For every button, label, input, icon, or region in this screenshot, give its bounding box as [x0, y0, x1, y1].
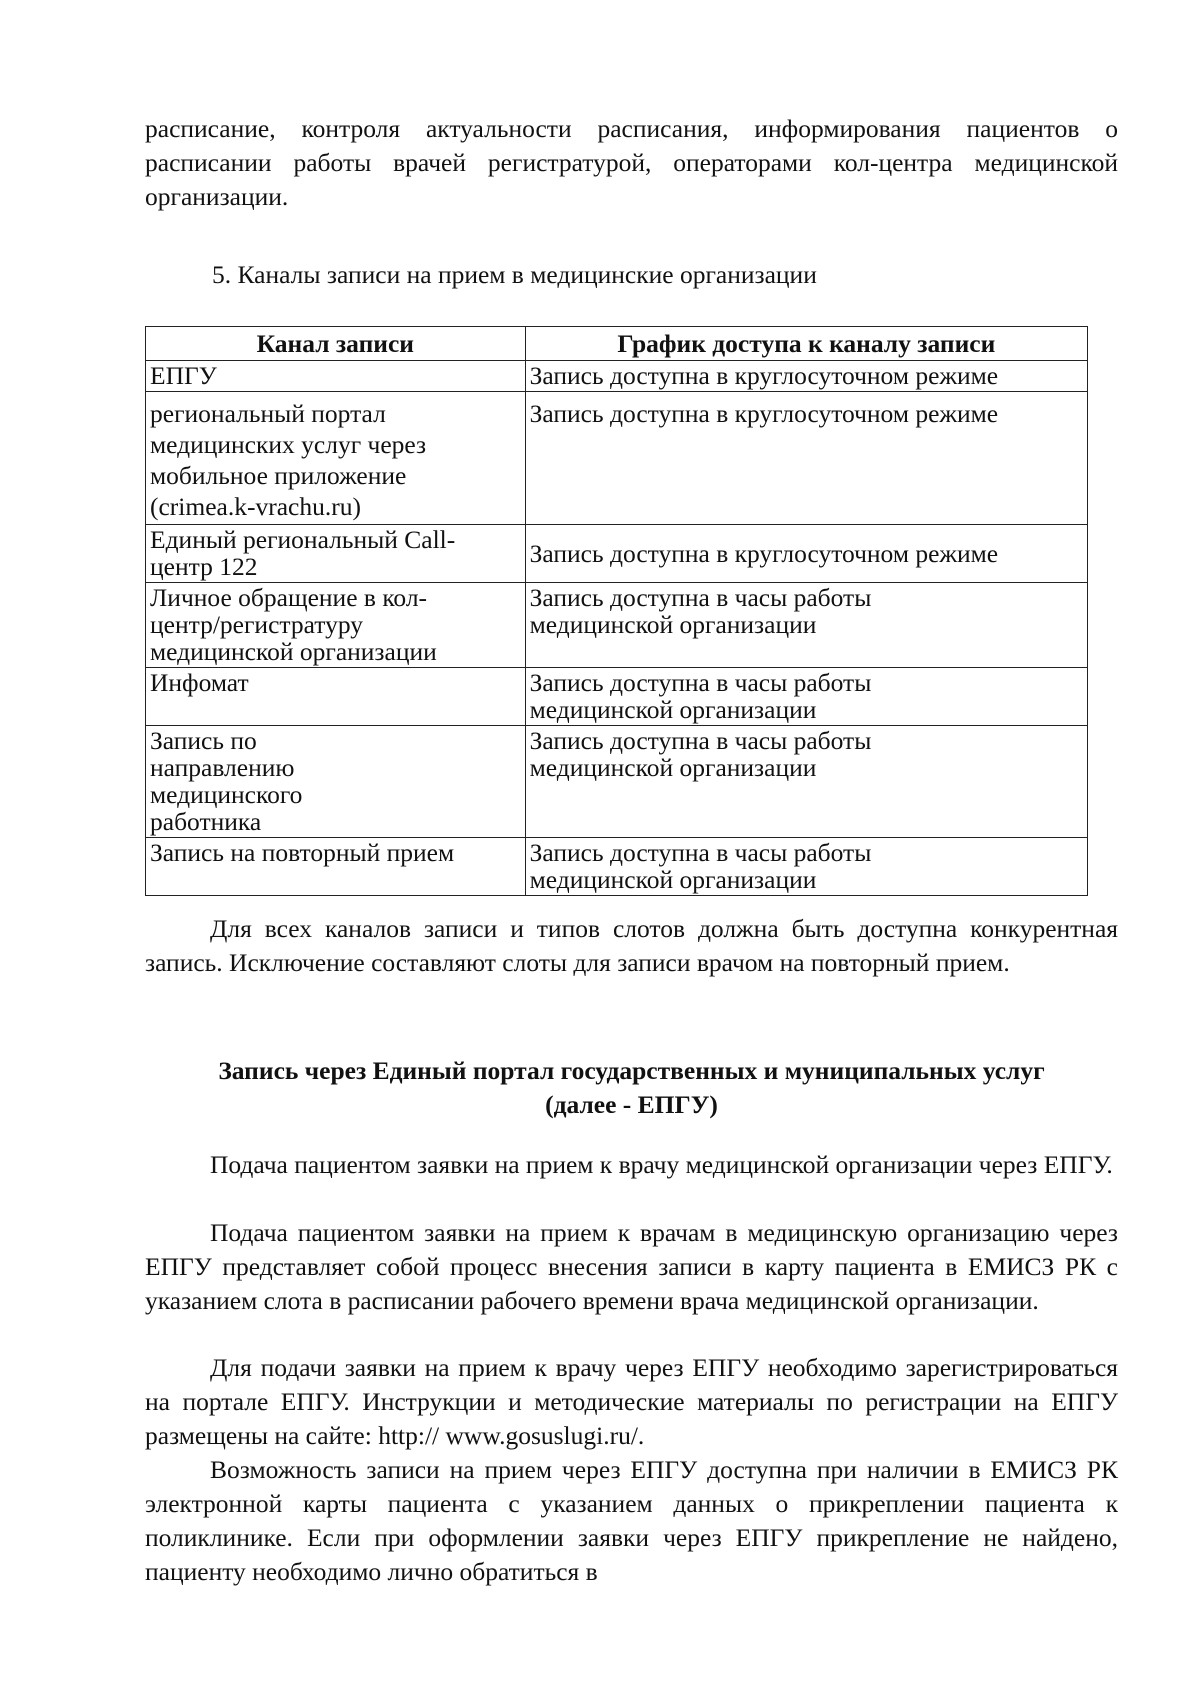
table-row: [146, 361, 1088, 392]
epgu-heading-line2: (далее - ЕПГУ): [545, 1090, 718, 1119]
channel-cell: Инфомат: [146, 668, 526, 726]
header-schedule: График доступа к каналу записи: [525, 327, 1087, 361]
competitive-paragraph: Для всех каналов записи и типов слотов должна быть доступна конкурентная запись. Исключение составляют слоты для записи врачом на повторный прием.: [145, 914, 1118, 977]
header-channel: Канал записи: [146, 327, 526, 361]
epgu-paragraph: Для подачи заявки на прием к врачу через ЕПГУ необходимо зарегистрироваться на портале ЕПГУ. Инструкции и методические материалы по регистрации на ЕПГУ размещены на сайте: http:// www.gosuslugi.ru/.: [145, 1353, 1118, 1450]
table-row: [146, 668, 1088, 726]
table-row: [146, 525, 1088, 583]
epgu-paragraph: Подача пациентом заявки на прием к врачам в медицинскую организацию через ЕПГУ представляет собой процесс внесения записи в карту пациента в ЕМИСЗ РК с указанием слота в расписании рабочего времени врача медицинской организации.: [145, 1218, 1118, 1315]
channel-cell: Запись на повторный прием: [146, 838, 526, 896]
table-row: [146, 392, 1088, 525]
schedule-cell: Запись доступна в круглосуточном режиме: [525, 525, 1087, 583]
schedule-cell: Запись доступна в часы работы медицинской организации: [525, 838, 1087, 896]
section-title: 5. Каналы записи на прием в медицинские организации: [212, 260, 817, 289]
schedule-cell: Запись доступна в часы работы медицинской организации: [525, 583, 1087, 668]
intro-paragraph: расписание, контроля актуальности расписания, информирования пациентов о расписании работы врачей регистратурой, операторами кол-центра медицинской организации.: [145, 114, 1118, 211]
epgu-heading-line1: Запись через Единый портал государственных и муниципальных услуг: [218, 1056, 1045, 1085]
table-row: [146, 726, 1088, 838]
table-row: [146, 838, 1088, 896]
table-row: [146, 583, 1088, 668]
schedule-cell: Запись доступна в часы работы медицинской организации: [525, 726, 1087, 838]
table-header-row: [146, 327, 1088, 361]
channel-cell: ЕПГУ: [146, 361, 526, 392]
channels-table: [145, 326, 1088, 896]
channel-cell: региональный портал медицинских услуг через мобильное приложение (crimea.k-vrachu.ru): [146, 392, 526, 525]
epgu-paragraph: Подача пациентом заявки на прием к врачу медицинской организации через ЕПГУ.: [210, 1150, 1113, 1179]
schedule-cell: Запись доступна в часы работы медицинской организации: [525, 668, 1087, 726]
channel-cell: Запись по направлению медицинского работника: [146, 726, 526, 838]
channel-cell: Личное обращение в кол- центр/регистратуру медицинской организации: [146, 583, 526, 668]
epgu-paragraph: Возможность записи на прием через ЕПГУ доступна при наличии в ЕМИСЗ РК электронной карты пациента с указанием данных о прикреплении пациента к поликлинике. Если при оформлении заявки через ЕПГУ прикрепление не найдено, пациенту необходимо лично обратиться в: [145, 1455, 1118, 1586]
schedule-cell: Запись доступна в круглосуточном режиме: [525, 392, 1087, 525]
channel-cell: Единый региональный Call- центр 122: [146, 525, 526, 583]
epgu-heading: [145, 1054, 1118, 1122]
schedule-cell: Запись доступна в круглосуточном режиме: [525, 361, 1087, 392]
